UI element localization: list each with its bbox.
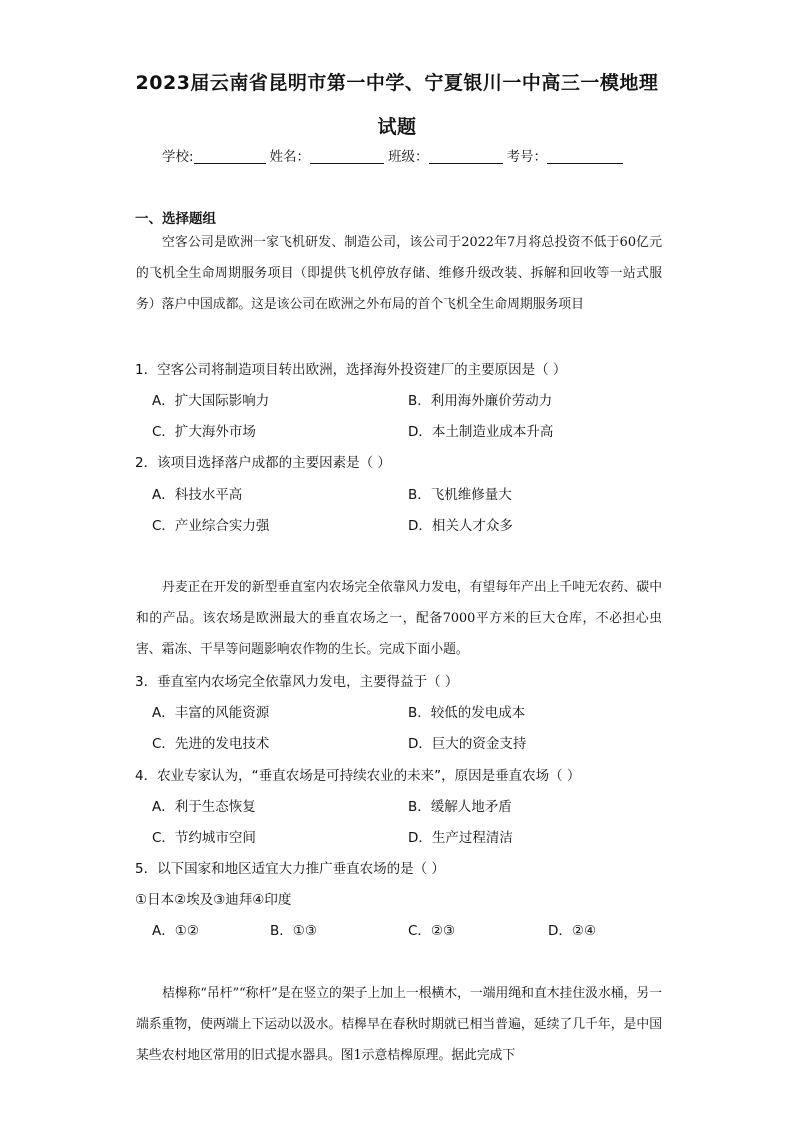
question-1-option-d[interactable]: D．本土制造业成本升高 xyxy=(408,424,554,440)
question-5-choices: ①日本②埃及③迪拜④印度 xyxy=(135,892,292,908)
school-label: 学校: xyxy=(162,149,194,165)
question-4-option-b[interactable]: B．缓解人地矛盾 xyxy=(408,799,512,815)
student-info-row xyxy=(162,145,623,165)
question-5-option-a[interactable]: A．①② xyxy=(152,923,199,939)
question-2-option-a[interactable]: A．科技水平高 xyxy=(152,487,243,503)
question-5: 5．以下国家和地区适宜大力推广垂直农场的是（ ） xyxy=(135,861,445,877)
question-5-option-c[interactable]: C．②③ xyxy=(408,923,456,939)
question-1-option-c[interactable]: C．扩大海外市场 xyxy=(152,424,256,440)
question-3-option-b[interactable]: B．较低的发电成本 xyxy=(408,705,526,721)
question-4-option-a[interactable]: A．利于生态恢复 xyxy=(152,799,256,815)
question-2-option-b[interactable]: B．飞机维修量大 xyxy=(408,487,512,503)
question-4-option-d[interactable]: D．生产过程清洁 xyxy=(408,830,513,846)
question-5-option-b[interactable]: B．①③ xyxy=(270,923,317,939)
number-label: 考号： xyxy=(506,149,548,165)
question-1-option-b[interactable]: B．利用海外廉价劳动力 xyxy=(408,393,553,409)
passage-shadoof: 桔槔称“吊杆”“称杆”是在竖立的架子上加上一根横木，一端用绳和直木挂住汲水桶，另一端系重物，使两端上下运动以汲水。桔槔早在春秋时期就已相当普遍，延续了几千年，是中国某些农村地区常用的旧式提水器具。图1示意桔槔原理。据此完成下 xyxy=(136,986,662,1063)
question-3: 3．垂直室内农场完全依靠风力发电，主要得益于（ ） xyxy=(135,674,459,690)
exam-title-line1: 2023届云南省昆明市第一中学、宁夏银川一中高三一模地理 xyxy=(135,72,659,94)
question-2: 2．该项目选择落户成都的主要因素是（ ） xyxy=(135,455,391,471)
question-2-option-d[interactable]: D．相关人才众多 xyxy=(408,518,513,534)
passage-vertical-farm: 丹麦正在开发的新型垂直室内农场完全依靠风力发电，有望每年产出上千吨无农药、碳中和的产品。该农场是欧洲最大的垂直农场之一，配备7000平方米的巨大仓库，不必担心虫害、霜冻、干旱等问题影响农作物的生长。完成下面小题。 xyxy=(136,580,662,657)
question-4-option-c[interactable]: C．节约城市空间 xyxy=(152,830,256,846)
class-label: 班级： xyxy=(388,149,429,165)
name-label: 姓名： xyxy=(269,149,311,165)
question-1-option-a[interactable]: A．扩大国际影响力 xyxy=(152,393,270,409)
name-blank[interactable] xyxy=(310,149,384,164)
number-blank[interactable] xyxy=(547,149,623,164)
class-blank[interactable] xyxy=(429,149,503,164)
question-1: 1．空客公司将制造项目转出欧洲，选择海外投资建厂的主要原因是（ ） xyxy=(135,362,567,378)
question-3-option-c[interactable]: C．先进的发电技术 xyxy=(152,736,270,752)
school-blank[interactable] xyxy=(194,149,266,164)
question-5-option-d[interactable]: D．②④ xyxy=(548,923,597,939)
question-3-option-d[interactable]: D．巨大的资金支持 xyxy=(408,736,527,752)
exam-title-line2: 试题 xyxy=(377,116,417,138)
section-heading: 一、选择题组 xyxy=(135,211,216,227)
question-4: 4．农业专家认为，“垂直农场是可持续农业的未来”，原因是垂直农场（ ） xyxy=(135,768,581,784)
passage-airbus: 空客公司是欧洲一家飞机研发、制造公司，该公司于2022年7月将总投资不低于60亿元的飞机全生命周期服务项目（即提供飞机停放存储、维修升级改装、拆解和回收等一站式服务）落户中国成都。这是该公司在欧洲之外布局的首个飞机全生命周期服务项目 xyxy=(136,235,662,312)
question-2-option-c[interactable]: C．产业综合实力强 xyxy=(152,518,270,534)
question-3-option-a[interactable]: A．丰富的风能资源 xyxy=(152,705,270,721)
